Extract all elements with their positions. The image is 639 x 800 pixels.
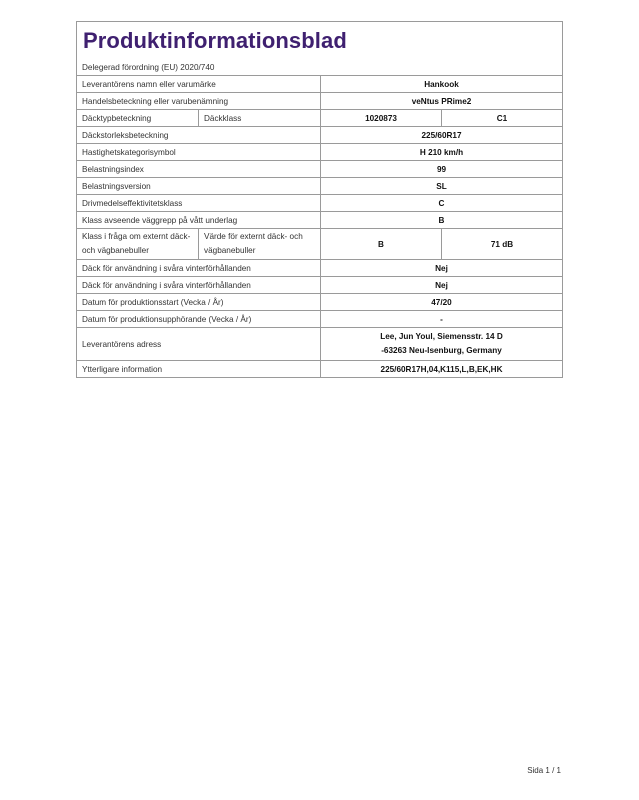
page-number: Sida 1 / 1 — [527, 766, 561, 775]
size-value: 225/60R17 — [321, 127, 563, 144]
wet-grip-value: B — [321, 212, 563, 229]
supplier-value: Hankook — [321, 76, 563, 93]
load-index-label: Belastningsindex — [77, 161, 321, 178]
load-version-value: SL — [321, 178, 563, 195]
tyre-class-value: C1 — [442, 110, 563, 127]
address-line-2: -63263 Neu-Isenburg, Germany — [381, 346, 502, 355]
speed-label: Hastighetskategorisymbol — [77, 144, 321, 161]
address-value — [321, 328, 563, 361]
title-cell — [77, 22, 563, 60]
address-label: Leverantörens adress — [77, 328, 321, 361]
table-row — [77, 294, 563, 311]
table-row — [77, 144, 563, 161]
noise-value-label: Värde för externt däck- och vägbanebuller — [199, 229, 321, 260]
noise-class-label: Klass i fråga om externt däck- och vägbanebuller — [77, 229, 199, 260]
table-row — [77, 277, 563, 294]
table-row — [77, 76, 563, 93]
table-row — [77, 127, 563, 144]
supplier-label: Leverantörens namn eller varumärke — [77, 76, 321, 93]
additional-info-label: Ytterligare information — [77, 361, 321, 378]
fuel-efficiency-value: C — [321, 195, 563, 212]
noise-db-value: 71 dB — [442, 229, 563, 260]
subtitle-row — [77, 59, 563, 76]
additional-info-value: 225/60R17H,04,K115,L,B,EK,HK — [321, 361, 563, 378]
table-row — [77, 161, 563, 178]
noise-class-value: B — [321, 229, 442, 260]
document-title: Produktinformationsblad — [83, 27, 347, 53]
table-row — [77, 361, 563, 378]
address-line-1: Lee, Jun Youl, Siemensstr. 14 D — [380, 332, 503, 341]
wet-grip-label: Klass avseende väggrepp på vått underlag — [77, 212, 321, 229]
table-row — [77, 178, 563, 195]
table-row — [77, 229, 563, 260]
subtitle-cell — [77, 59, 563, 76]
ice-label: Däck för användning i svåra vinterförhållanden — [77, 277, 321, 294]
production-end-label: Datum för produktionsupphörande (Vecka / År) — [77, 311, 321, 328]
title-row — [77, 22, 563, 60]
document-subtitle: Delegerad förordning (EU) 2020/740 — [82, 62, 215, 72]
production-start-label: Datum för produktionsstart (Vecka / År) — [77, 294, 321, 311]
table-row — [77, 195, 563, 212]
table-row — [77, 311, 563, 328]
table-row — [77, 260, 563, 277]
table-row — [77, 328, 563, 361]
load-version-label: Belastningsversion — [77, 178, 321, 195]
table-row — [77, 93, 563, 110]
trade-name-value: veNtus PRime2 — [321, 93, 563, 110]
production-end-value: - — [321, 311, 563, 328]
severe-snow-label: Däck för användning i svåra vinterförhållanden — [77, 260, 321, 277]
severe-snow-value: Nej — [321, 260, 563, 277]
speed-value: H 210 km/h — [321, 144, 563, 161]
tyre-class-label: Däckklass — [199, 110, 321, 127]
trade-name-label: Handelsbeteckning eller varubenämning — [77, 93, 321, 110]
product-information-table — [76, 21, 563, 378]
tyre-type-value: 1020873 — [321, 110, 442, 127]
tyre-type-label: Däcktypbeteckning — [77, 110, 199, 127]
table-row — [77, 110, 563, 127]
table-row — [77, 212, 563, 229]
size-label: Däckstorleksbeteckning — [77, 127, 321, 144]
ice-value: Nej — [321, 277, 563, 294]
fuel-efficiency-label: Drivmedelseffektivitetsklass — [77, 195, 321, 212]
load-index-value: 99 — [321, 161, 563, 178]
production-start-value: 47/20 — [321, 294, 563, 311]
